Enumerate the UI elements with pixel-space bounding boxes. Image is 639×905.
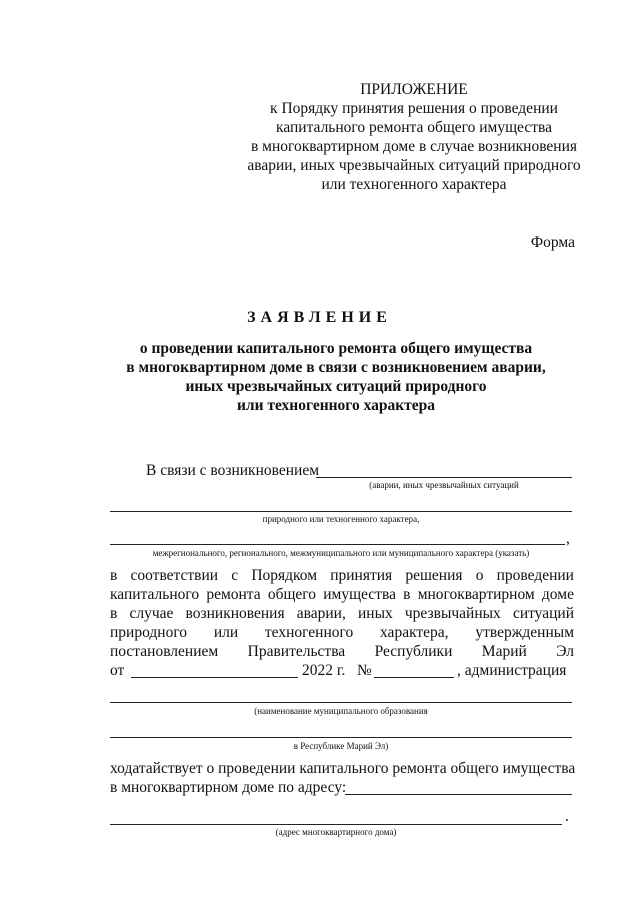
intro-text: В связи с возникновением [146, 462, 320, 479]
word: ремонта [206, 586, 261, 603]
word: имущества [323, 586, 396, 603]
year-label: 2022 г. [302, 662, 346, 679]
word: в [110, 567, 118, 584]
word: Правительства [247, 643, 346, 660]
word: постановлением [110, 643, 219, 660]
appendix-line-2: капитального ремонта общего имущества [276, 119, 552, 136]
number-label: № [357, 662, 372, 679]
caption-scope: межрегионального, регионального, межмуниципального или муниципального характера (указать) [152, 548, 530, 558]
word: о [475, 567, 484, 584]
word: в [110, 605, 118, 622]
word: случае [129, 605, 174, 622]
subtitle-line-2: в многоквартирном доме в связи с возникновением аварии, [126, 359, 546, 376]
address-continuation-line[interactable] [110, 824, 562, 825]
subtitle-line-3: иных чрезвычайных ситуаций природного [185, 378, 487, 395]
word: Эл [556, 643, 574, 660]
word: ситуаций [512, 605, 574, 622]
word: иных [357, 605, 393, 622]
caption-nature: природного или техногенного характера, [262, 514, 420, 524]
petition-line-2: в многоквартирном доме по адресу: [110, 779, 347, 796]
period-mark: . [565, 808, 569, 825]
caption-emergency: (аварии, иных чрезвычайных ситуаций [369, 480, 519, 490]
caption-address: (адрес многоквартирного дома) [275, 827, 397, 837]
appendix-line-4: аварии, иных чрезвычайных ситуаций природного [247, 157, 581, 174]
nature-field-line[interactable] [110, 511, 572, 512]
word: природного [110, 624, 188, 641]
appendix-line-3: в многоквартирном доме в случае возникновения [250, 138, 578, 155]
paragraph-line-3 [110, 605, 574, 623]
word: многоквартирном [417, 586, 535, 603]
word: Марий [481, 643, 527, 660]
word: соответствии [130, 567, 219, 584]
municipality-field-line[interactable] [110, 702, 572, 703]
emergency-field-line[interactable] [316, 477, 572, 478]
word: принятия [330, 567, 393, 584]
subtitle-line-4: или техногенного характера [236, 397, 436, 414]
caption-municipality: (наименование муниципального образования [254, 706, 428, 716]
word: возникновения [185, 605, 285, 622]
form-label: Форма [530, 234, 575, 251]
word: доме [541, 586, 574, 603]
number-field-line[interactable] [374, 677, 454, 678]
date-field-line[interactable] [131, 677, 298, 678]
comma-mark: , [566, 530, 570, 547]
appendix-line-5: или техногенного характера [321, 176, 507, 193]
word: капитального [110, 586, 200, 603]
word: или [213, 624, 239, 641]
word: характера, [380, 624, 449, 641]
paragraph-line-2 [110, 586, 574, 604]
scope-field-line[interactable] [110, 544, 565, 545]
address-field-line[interactable] [345, 794, 572, 795]
appendix-block [236, 80, 592, 194]
word: аварии, [296, 605, 346, 622]
caption-republic: в Республике Марий Эл) [293, 741, 389, 751]
word: проведении [496, 567, 574, 584]
appendix-title: ПРИЛОЖЕНИЕ [360, 81, 468, 98]
word: в [403, 586, 411, 603]
word: чрезвычайных [404, 605, 501, 622]
word: техногенного [264, 624, 354, 641]
word: Республики [374, 643, 453, 660]
republic-field-line[interactable] [110, 737, 572, 738]
word: общего [267, 586, 317, 603]
petition-line-1: ходатайствует о проведении капитального ремонта общего имущества [110, 760, 576, 777]
word: с [231, 567, 239, 584]
admin-label: , администрация [457, 662, 567, 679]
appendix-line-1: к Порядку принятия решения о проведении [270, 100, 558, 117]
from-label: от [110, 662, 125, 679]
word: решения [405, 567, 463, 584]
paragraph-line-5 [110, 643, 574, 661]
word: Порядком [251, 567, 318, 584]
paragraph-line-1 [110, 567, 574, 585]
document-title: ЗАЯВЛЕНИЕ [247, 309, 392, 326]
document-subtitle [96, 339, 576, 415]
word: утвержденным [475, 624, 574, 641]
paragraph-line-4 [110, 624, 574, 642]
subtitle-line-1: о проведении капитального ремонта общего имущества [139, 340, 533, 357]
